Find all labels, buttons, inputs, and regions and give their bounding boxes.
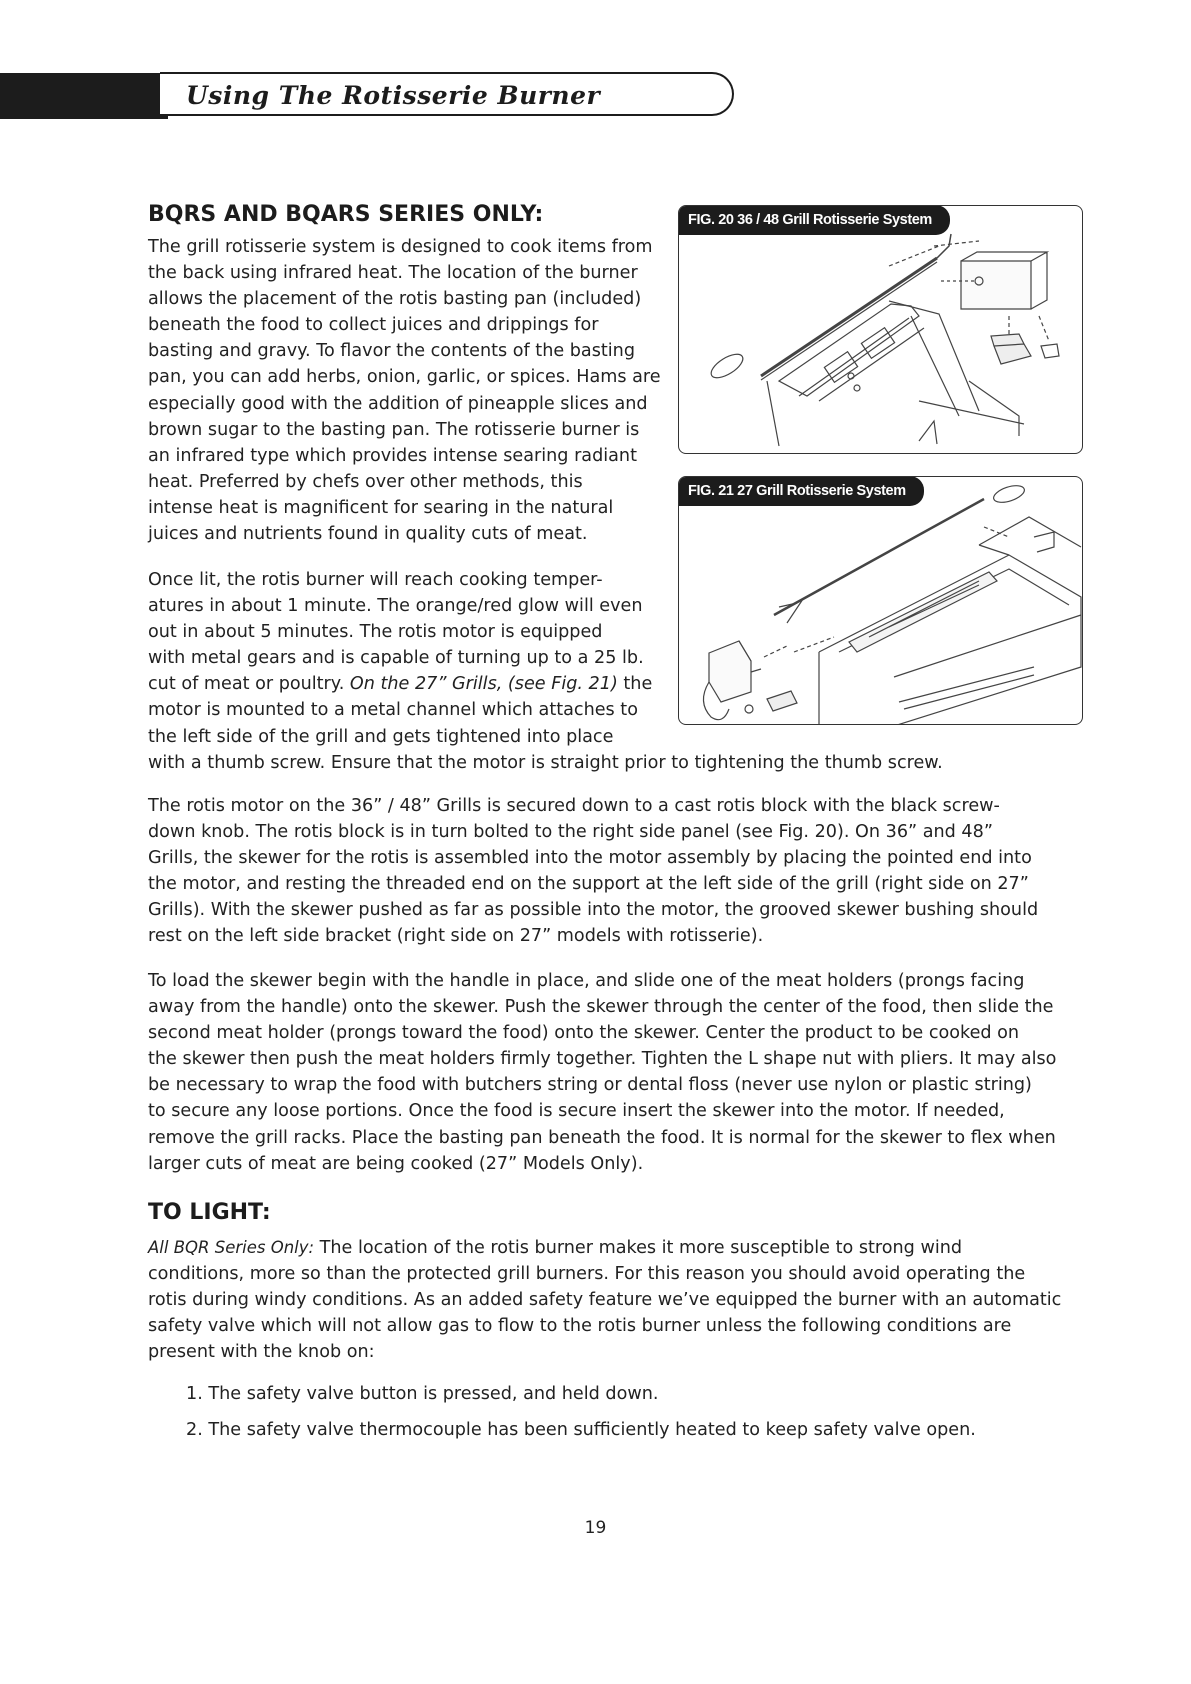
text-line: basting and gravy. To flavor the contents of the basting bbox=[148, 341, 635, 362]
text-line: rotis during windy conditions. As an added safety feature we’ve equipped the burner with an automatic bbox=[148, 1290, 1062, 1311]
text-line: out in about 5 minutes. The rotis motor is equipped bbox=[148, 622, 603, 643]
fig21-caption: FIG. 21 27 Grill Rotisserie System bbox=[678, 476, 924, 506]
text-line: the skewer then push the meat holders firmly together. Tighten the L shape nut with pliers. It may also bbox=[148, 1049, 1057, 1070]
list-item: 2. The safety valve thermocouple has been sufficiently heated to keep safety valve open. bbox=[186, 1420, 976, 1440]
text-line: the motor, and resting the threaded end on the support at the left side of the grill (right side on 27” bbox=[148, 874, 1029, 895]
text-line: pan, you can add herbs, onion, garlic, or spices. Hams are bbox=[148, 367, 661, 388]
text-line: to secure any loose portions. Once the food is secure insert the skewer into the motor. If needed, bbox=[148, 1101, 1005, 1122]
text-line: especially good with the addition of pineapple slices and bbox=[148, 393, 648, 414]
text-line: beneath the food to collect juices and drippings for bbox=[148, 315, 599, 336]
paragraph-intro bbox=[148, 234, 678, 547]
text-line: brown sugar to the basting pan. The rotisserie burner is bbox=[148, 419, 640, 440]
text-span: the bbox=[617, 674, 653, 695]
fig21-reference: On the 27” Grills, (see Fig. 21) bbox=[349, 674, 618, 695]
text-line: atures in about 1 minute. The orange/red glow will even bbox=[148, 596, 643, 617]
text-line: with a thumb screw. Ensure that the motor is straight prior to tightening the thumb screw. bbox=[148, 752, 943, 773]
text-line: second meat holder (prongs toward the food) onto the skewer. Center the product to be cooked on bbox=[148, 1023, 1020, 1044]
paragraph-load-skewer bbox=[148, 968, 1088, 1177]
text-line: the back using infrared heat. The location of the burner bbox=[148, 263, 638, 284]
text-line: allows the placement of the rotis basting pan (included) bbox=[148, 289, 642, 310]
paragraph-to-light bbox=[148, 1235, 1088, 1365]
text-line: The rotis motor on the 36” / 48” Grills is secured down to a cast rotis block with the black screw- bbox=[148, 796, 1000, 816]
series-note: All BQR Series Only: bbox=[148, 1238, 315, 1257]
text-line: heat. Preferred by chefs over other methods, this bbox=[148, 471, 583, 492]
text-line: safety valve which will not allow gas to flow to the rotis burner unless the following conditions are bbox=[148, 1316, 1012, 1337]
section-heading-to-light: TO LIGHT: bbox=[148, 1200, 271, 1225]
text-line: be necessary to wrap the food with butchers string or dental floss (never use nylon or plastic string) bbox=[148, 1075, 1032, 1096]
text-line: present with the knob on: bbox=[148, 1342, 375, 1363]
section-heading-bqrs: BQRS AND BQARS SERIES ONLY: bbox=[148, 202, 544, 227]
figure-21 bbox=[678, 476, 1083, 725]
text-line: remove the grill racks. Place the basting pan beneath the food. It is normal for the skewer to flex when bbox=[148, 1127, 1056, 1148]
text-span: The location of the rotis burner makes it more susceptible to strong wind bbox=[314, 1238, 963, 1258]
text-line: rest on the left side bracket (right side on 27” models with rotisserie). bbox=[148, 926, 764, 947]
text-line: the left side of the grill and gets tightened into place bbox=[148, 726, 614, 747]
text-line-mixed bbox=[148, 1235, 1088, 1261]
text-span: cut of meat or poultry. bbox=[148, 674, 350, 695]
paragraph-rotis-36-48 bbox=[148, 793, 1088, 950]
fig21-drawing bbox=[679, 477, 1083, 725]
fig20-drawing bbox=[679, 206, 1083, 454]
text-line: The grill rotisserie system is designed to cook items from bbox=[148, 237, 653, 257]
text-line: juices and nutrients found in quality cuts of meat. bbox=[148, 524, 588, 545]
figure-20 bbox=[678, 205, 1083, 454]
header-bar bbox=[0, 73, 168, 119]
text-line: motor is mounted to a metal channel which attaches to bbox=[148, 700, 638, 721]
text-line: To load the skewer begin with the handle in place, and slide one of the meat holders (prongs facing bbox=[148, 971, 1025, 991]
text-line: intense heat is magnificent for searing in the natural bbox=[148, 497, 614, 518]
fig20-caption: FIG. 20 36 / 48 Grill Rotisserie System bbox=[678, 205, 950, 235]
text-line: Grills). With the skewer pushed as far as possible into the motor, the grooved skewer bushing should bbox=[148, 900, 1039, 921]
text-line: with metal gears and is capable of turning up to a 25 lb. bbox=[148, 648, 644, 669]
text-line: an infrared type which provides intense searing radiant bbox=[148, 445, 637, 466]
list-item: 1. The safety valve button is pressed, and held down. bbox=[186, 1384, 659, 1404]
text-line: conditions, more so than the protected grill burners. For this reason you should avoid operating the bbox=[148, 1264, 1026, 1285]
text-line: Grills, the skewer for the rotis is assembled into the motor assembly by placing the pointed end into bbox=[148, 848, 1032, 869]
text-line: larger cuts of meat are being cooked (27” Models Only). bbox=[148, 1153, 644, 1174]
page-number: 19 bbox=[584, 1518, 607, 1538]
text-line: away from the handle) onto the skewer. Push the skewer through the center of the food, then slide the bbox=[148, 997, 1054, 1018]
text-line: down knob. The rotis block is in turn bolted to the right side panel (see Fig. 20). On 36” and 48” bbox=[148, 822, 993, 843]
text-line: Once lit, the rotis burner will reach cooking temper- bbox=[148, 570, 603, 590]
page-title: Using The Rotisserie Burner bbox=[186, 81, 601, 110]
